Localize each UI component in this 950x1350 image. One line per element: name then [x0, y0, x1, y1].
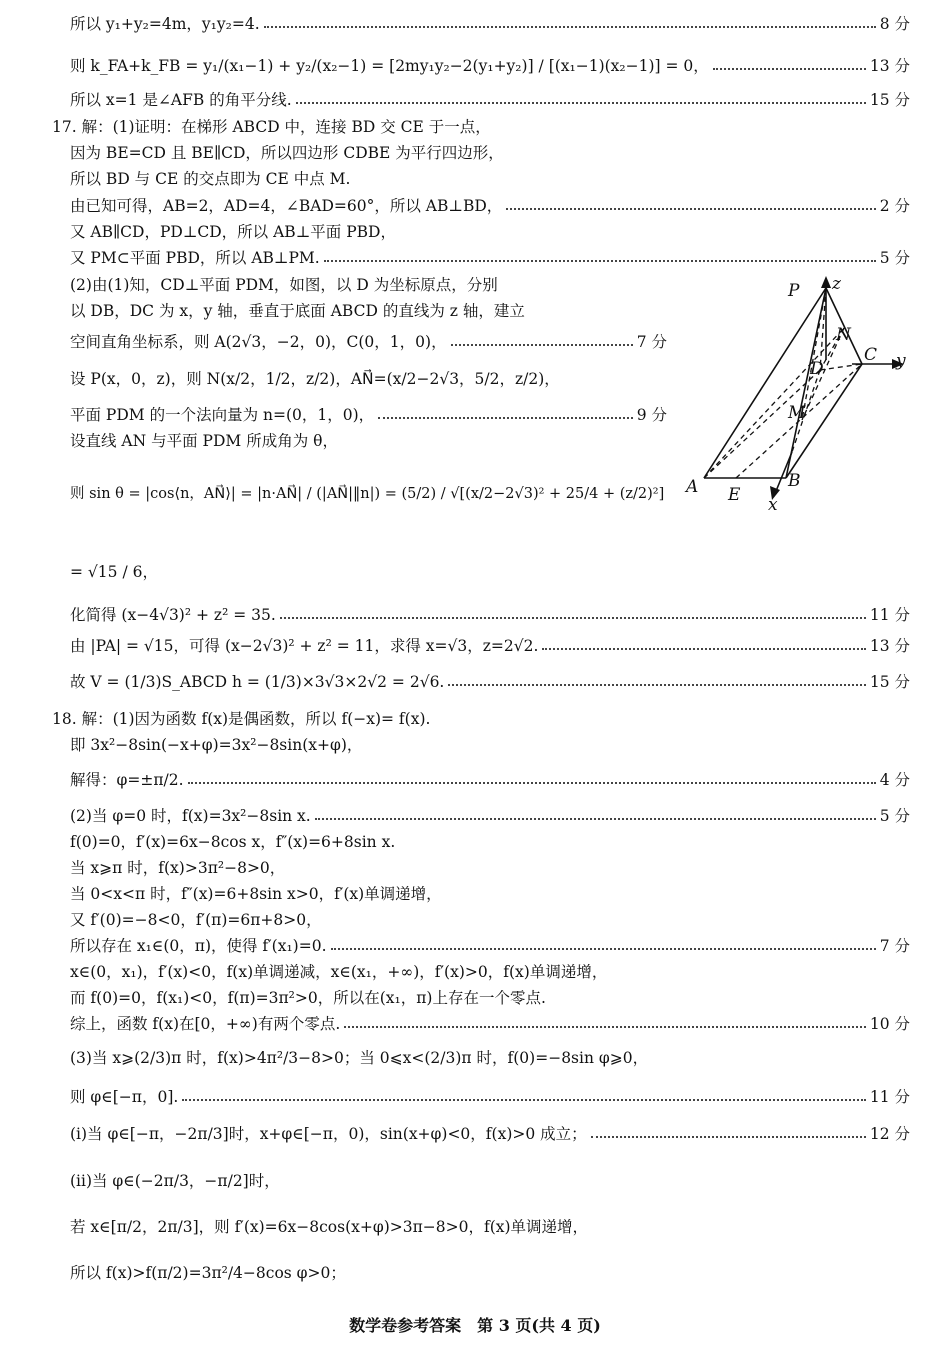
leader-dots — [542, 648, 865, 650]
answer-line: 又 PM⊂平面 PBD，所以 AB⊥PM. 5 分 — [70, 249, 910, 267]
leader-dots — [344, 1026, 866, 1028]
answer-line: 所以 f(x)>f(π/2)=3π²/4−8cos φ>0； — [70, 1264, 346, 1282]
score-label: 11 分 — [869, 606, 910, 624]
answer-line: 空间直角坐标系，则 A(2√3，−2，0)，C(0，1，0)， 7 分 — [70, 333, 667, 351]
score-label: 7 分 — [636, 333, 667, 351]
answer-line: 综上，函数 f(x)在[0，+∞)有两个零点. 10 分 — [70, 1015, 910, 1033]
leader-dots — [713, 68, 866, 70]
answer-line: 由 |PA| = √15，可得 (x−2√3)² + z² = 11，求得 x=√3，z=2√2. 13 分 — [70, 637, 910, 655]
score-label: 15 分 — [869, 673, 910, 691]
answer-line: (2)当 φ=0 时，f(x)=3x²−8sin x. 5 分 — [70, 807, 910, 825]
answer-line: 所以 x=1 是∠AFB 的角平分线. 15 分 — [70, 91, 910, 109]
answer-line: 设直线 AN 与平面 PDM 所成角为 θ， — [70, 432, 338, 450]
score-label: 9 分 — [636, 406, 667, 424]
label-e: E — [728, 485, 741, 505]
answer-line: 而 f(0)=0，f(x₁)<0，f(π)=3π²>0，所以在(x₁，π)上存在一个零点. — [70, 989, 546, 1007]
label-d: D — [810, 359, 824, 379]
answer-line: 则 k_FA+k_FB = y₁/(x₁−1) + y₂/(x₂−1) = [2my₁y₂−2(y₁+y₂)] / [(x₁−1)(x₂−1)] = 0， 13 分 — [70, 57, 910, 75]
answer-line: 设 P(x，0，z)，则 N(x/2，1/2，z/2)，AN⃗=(x/2−2√3，5/2，z/2)， — [70, 370, 560, 388]
label-x-axis: x — [768, 495, 778, 512]
answer-line: (3)当 x⩾(2/3)π 时，f(x)>4π²/3−8>0；当 0⩽x<(2/3)π 时，f(0)=−8sin φ⩾0， — [70, 1049, 649, 1067]
score-label: 15 分 — [869, 91, 910, 109]
answer-line: 当 0<x<π 时，f″(x)=6+8sin x>0，f′(x)单调递增， — [70, 885, 442, 903]
score-label: 8 分 — [879, 15, 910, 33]
answer-line: 所以 y₁+y₂=4m，y₁y₂=4. 8 分 — [70, 15, 910, 33]
leader-dots — [315, 818, 876, 820]
leader-dots — [506, 208, 875, 210]
leader-dots — [451, 344, 633, 346]
leader-dots — [188, 782, 876, 784]
answer-line: 所以 BD 与 CE 的交点即为 CE 中点 M. — [70, 170, 351, 188]
score-label: 5 分 — [879, 249, 910, 267]
label-y-axis: y — [896, 351, 906, 371]
problem-18-heading: 18. 解：(1)因为函数 f(x)是偶函数，所以 f(−x)= f(x). — [52, 710, 431, 728]
score-label: 13 分 — [869, 637, 910, 655]
answer-line: = √15 / 6， — [70, 563, 158, 581]
score-label: 4 分 — [879, 771, 910, 789]
answer-line: 解得：φ=±π/2. 4 分 — [70, 771, 910, 789]
leader-dots — [280, 617, 866, 619]
answer-line: x∈(0，x₁)，f′(x)<0，f(x)单调递减，x∈(x₁，+∞)，f′(x)>0，f(x)单调递增， — [70, 963, 608, 981]
label-m: M — [788, 403, 806, 423]
leader-dots — [448, 684, 865, 686]
leader-dots — [331, 948, 876, 950]
geometry-figure — [676, 272, 912, 512]
score-label: 10 分 — [869, 1015, 910, 1033]
answer-line: 即 3x²−8sin(−x+φ)=3x²−8sin(x+φ)， — [70, 736, 363, 754]
leader-dots — [324, 260, 876, 262]
label-b: B — [788, 471, 801, 491]
leader-dots — [182, 1099, 866, 1101]
answer-line: 故 V = (1/3)S_ABCD h = (1/3)×3√3×2√2 = 2√6. 15 分 — [70, 673, 910, 691]
answer-line: 又 f′(0)=−8<0，f′(π)=6π+8>0， — [70, 911, 322, 929]
answer-line: 则 sin θ = |cos⟨n，AN⃗⟩| = |n·AN⃗| / (|AN⃗|‖n|) = (5/2) / √[(x/2−2√3)² + 25/4 + (z/2)²] — [70, 486, 665, 502]
score-label: 5 分 — [879, 807, 910, 825]
answer-line: 以 DB，DC 为 x，y 轴，垂直于底面 ABCD 的直线为 z 轴，建立 — [70, 302, 525, 320]
answer-line: 若 x∈[π/2，2π/3]，则 f′(x)=6x−8cos(x+φ)>3π−8>0，f(x)单调递增， — [70, 1218, 589, 1236]
answer-line: 由已知可得，AB=2，AD=4，∠BAD=60°，所以 AB⊥BD， 2 分 — [70, 197, 910, 215]
score-label: 13 分 — [869, 57, 910, 75]
label-z-axis: z — [832, 274, 841, 294]
answer-line: (ⅱ)当 φ∈(−2π/3，−π/2]时， — [70, 1172, 280, 1190]
score-label: 11 分 — [869, 1088, 910, 1106]
answer-line: 当 x⩾π 时，f(x)>3π²−8>0， — [70, 859, 286, 877]
leader-dots — [264, 26, 876, 28]
answer-line: (ⅰ)当 φ∈[−π，−2π/3]时，x+φ∈[−π，0)，sin(x+φ)<0，f(x)>0 成立； 12 分 — [70, 1125, 910, 1143]
leader-dots — [591, 1136, 866, 1138]
label-p: P — [788, 281, 800, 301]
answer-line: 化简得 (x−4√3)² + z² = 35. 11 分 — [70, 606, 910, 624]
answer-line: f(0)=0，f′(x)=6x−8cos x，f″(x)=6+8sin x. — [70, 833, 396, 851]
score-label: 12 分 — [869, 1125, 910, 1143]
answer-line: 因为 BE=CD 且 BE∥CD，所以四边形 CDBE 为平行四边形， — [70, 144, 504, 162]
score-label: 7 分 — [879, 937, 910, 955]
answer-line: 又 AB∥CD，PD⊥CD，所以 AB⊥平面 PBD， — [70, 223, 396, 241]
leader-dots — [296, 102, 866, 104]
leader-dots — [378, 417, 633, 419]
label-a: A — [686, 477, 699, 497]
score-label: 2 分 — [879, 197, 910, 215]
label-c: C — [864, 345, 878, 365]
problem-17-heading: 17. 解：(1)证明：在梯形 ABCD 中，连接 BD 交 CE 于一点， — [52, 118, 491, 136]
answer-line: 平面 PDM 的一个法向量为 n=(0，1，0)， 9 分 — [70, 406, 667, 424]
answer-line: 所以存在 x₁∈(0，π)，使得 f′(x₁)=0. 7 分 — [70, 937, 910, 955]
answer-line: 则 φ∈[−π，0]. 11 分 — [70, 1088, 910, 1106]
answer-line: (2)由(1)知，CD⊥平面 PDM，如图，以 D 为坐标原点，分别 — [70, 276, 498, 294]
label-n: N — [836, 325, 851, 345]
page-footer: 数学卷参考答案 第 3 页(共 4 页) — [349, 1316, 601, 1335]
